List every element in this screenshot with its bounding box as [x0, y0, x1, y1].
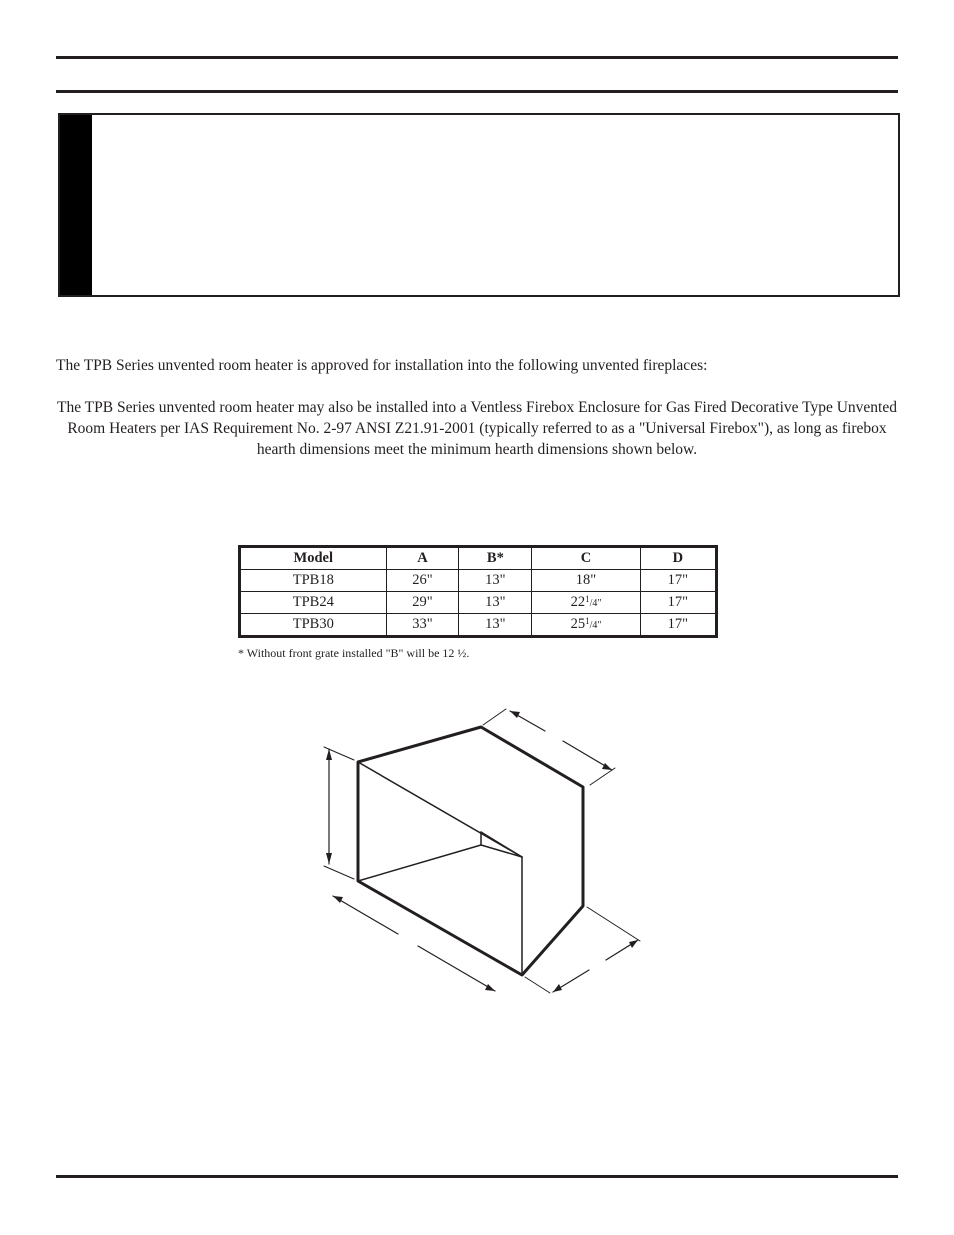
cell-d: 17": [640, 614, 716, 637]
warning-bar: [60, 115, 92, 295]
header-a: A: [386, 547, 459, 570]
cell-b: 13": [459, 614, 532, 637]
cell-c-whole: 22: [570, 594, 586, 610]
cell-c: [532, 570, 640, 592]
header-d: D: [640, 547, 716, 570]
dim-side-arrow-left: [553, 984, 562, 992]
header-b: B*: [459, 547, 532, 570]
header-rule-bottom: [56, 90, 898, 93]
dim-depth-arrow-right: [602, 763, 612, 770]
cell-c: [532, 592, 640, 614]
dim-side-tick-right: [587, 907, 640, 941]
cell-d: 17": [640, 570, 716, 592]
table-row: [240, 570, 717, 592]
warning-box: [58, 113, 900, 297]
cell-a: 29": [386, 592, 459, 614]
dim-height-arrow-bottom: [326, 853, 332, 864]
hearth-dimensions-table: [238, 545, 718, 638]
table-header-row: [240, 547, 717, 570]
firebox-dimension-diagram: [300, 700, 660, 1010]
dim-depth-arrow-left: [510, 711, 520, 718]
dim-front-width-line-a: [333, 896, 398, 934]
dim-depth-tick-left: [483, 709, 506, 725]
cell-b: 13": [459, 592, 532, 614]
dim-front-width-arrow-right: [485, 984, 495, 991]
cell-c: [532, 614, 640, 637]
dim-side-arrow-right: [629, 940, 638, 948]
cell-model: TPB24: [240, 592, 387, 614]
table-footnote: * Without front grate installed "B" will be 12 ½.: [238, 646, 470, 660]
cell-model: TPB30: [240, 614, 387, 637]
dim-front-width-arrow-left: [333, 896, 343, 903]
cell-b: 13": [459, 570, 532, 592]
cell-d: 17": [640, 592, 716, 614]
firebox-inner-back-edges: [358, 845, 522, 881]
dim-height-tick-bottom: [324, 866, 354, 879]
cell-c-denominator: /4": [589, 620, 602, 631]
cell-c-denominator: /4": [589, 598, 602, 609]
cell-c-whole: 25: [570, 616, 586, 632]
dim-side-tick-left: [525, 977, 550, 993]
table-row: [240, 614, 717, 637]
intro-paragraph: The TPB Series unvented room heater is approved for installation into the following unvented fireplaces:: [56, 357, 708, 374]
universal-firebox-paragraph: The TPB Series unvented room heater may also be installed into a Ventless Firebox Enclosure for Gas Fired Decorative Type Unvented Room Heaters per IAS Requirement No. 2-97 ANSI Z21.91-2001 (typically referred to as a "Universal Firebox"), as long as firebox hearth dimensions meet the minimum hearth dimensions shown below.: [56, 399, 897, 458]
dim-height-arrow-top: [326, 749, 332, 760]
cell-a: 26": [386, 570, 459, 592]
table-row: [240, 592, 717, 614]
firebox-roof-fold: [481, 832, 522, 857]
header-rule-top: [56, 56, 898, 59]
firebox-outline: [358, 727, 583, 975]
header-model: Model: [240, 547, 387, 570]
footer-rule: [56, 1175, 898, 1178]
header-c: C: [532, 547, 640, 570]
cell-a: 33": [386, 614, 459, 637]
cell-model: TPB18: [240, 570, 387, 592]
cell-c-whole: 18": [575, 572, 597, 588]
dim-depth-tick-right: [590, 768, 615, 785]
cell-c-numerator: 1: [585, 594, 590, 604]
cell-c-numerator: 1: [585, 616, 590, 626]
